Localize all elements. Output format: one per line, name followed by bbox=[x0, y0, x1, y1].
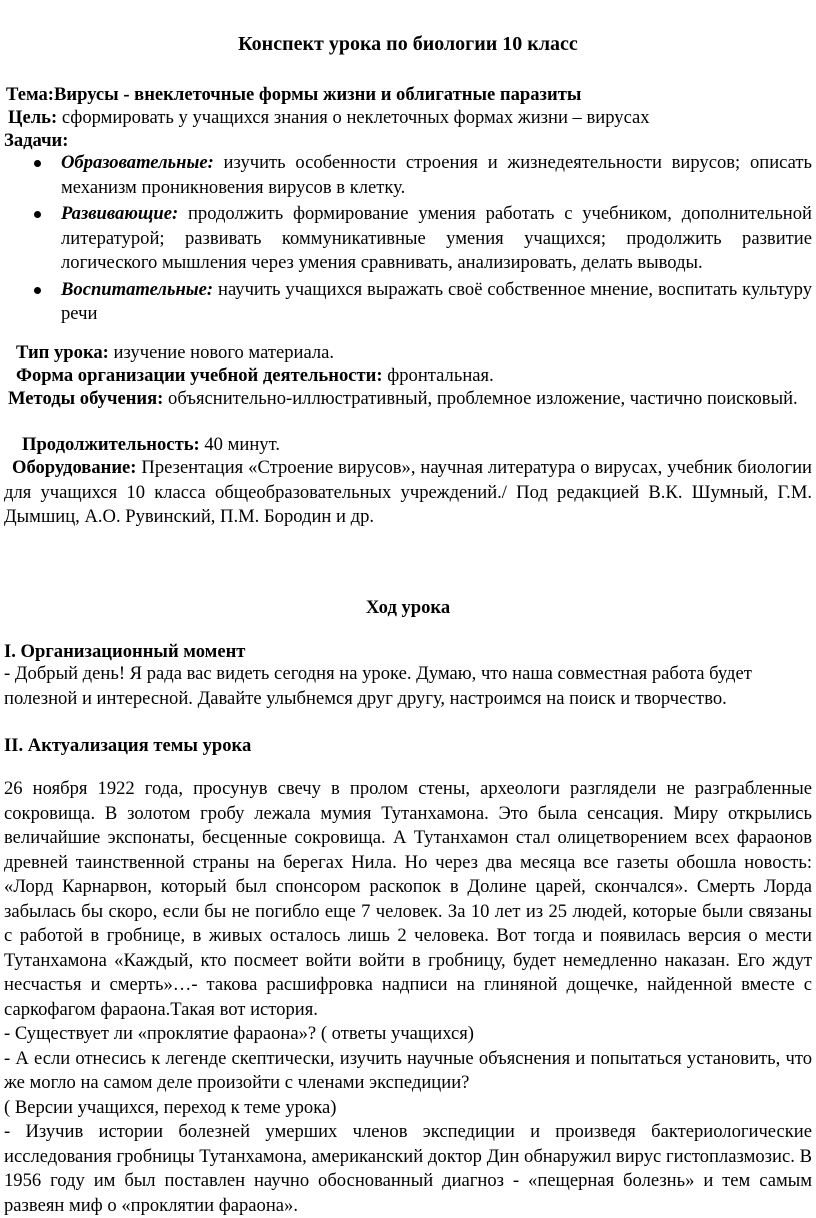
question-paragraph: - Существует ли «проклятие фараона»? ( ответы учащихся) bbox=[4, 1023, 474, 1044]
topic-text: Вирусы - внеклеточные формы жизни и облигатные паразиты bbox=[53, 84, 582, 105]
form-label: Форма организации учебной деятельности: bbox=[16, 365, 383, 386]
duration-line bbox=[4, 433, 812, 458]
task-item-educational bbox=[4, 151, 812, 200]
task-item-developing bbox=[4, 202, 812, 276]
task-text: изучить особенности строения и жизнедеятельности вирусов; описать механизм проникновения вирусов в клетку. bbox=[61, 152, 812, 198]
form-text: фронтальная. bbox=[382, 365, 494, 386]
section1-text: - Добрый день! Я рада вас видеть сегодня на уроке. Думаю, что наша совместная работа будет полезной и интересной. Давайте улыбнемся друг другу, настроимся на поиск и творчество. bbox=[4, 663, 752, 709]
topic-line bbox=[6, 83, 814, 108]
duration-text: 40 минут. bbox=[199, 434, 280, 455]
bullet-icon bbox=[34, 211, 41, 218]
task-label: Образовательные: bbox=[61, 152, 214, 173]
equipment-label: Оборудование: bbox=[12, 457, 137, 478]
equipment-line bbox=[4, 456, 812, 530]
goal-text: сформировать у учащихся знания о неклеточных формах жизни – вирусах bbox=[57, 107, 650, 128]
section2-heading: II. Актуализация темы урока bbox=[4, 735, 252, 756]
bullet-icon bbox=[34, 287, 41, 294]
section1-heading: I. Организационный момент bbox=[4, 641, 246, 662]
form-line bbox=[16, 364, 816, 389]
topic-label: Тема: bbox=[6, 84, 54, 105]
duration-label: Продолжительность: bbox=[22, 434, 200, 455]
tasks-label: Задачи: bbox=[4, 130, 69, 151]
equipment-text: Презентация «Строение вирусов», научная литература о вирусах, учебник биологии для учащихся 10 класса общеобразовательных учреждений./ Под редакцией В.К. Шумный, Г.М. Дымшиц, А.О. Рувинский, П.М. Бородин и др. bbox=[4, 457, 812, 527]
goal-line bbox=[8, 106, 816, 131]
bullet-icon bbox=[34, 160, 41, 167]
lesson-type-line bbox=[16, 341, 816, 366]
methods-line bbox=[4, 387, 812, 412]
versions-paragraph: ( Версии учащихся, переход к теме урока) bbox=[4, 1096, 337, 1118]
story-paragraph: 26 ноября 1922 года, просунув свечу в пролом стены, археологи разглядели не разграбленные сокровища. В золотом гробу лежала мумия Тутанхамона. Это была сенсация. Миру открылись величайшие экспонаты, бесценные сокровища. А Тутанхамон стал олицетворением всех фараонов древней таинственной страны на берегах Нила. Но через два месяца все газеты обошла новость: «Лорд Карнарвон, который был спонсором раскопок в Долине царей, скончался». Смерть Лорда забылась бы скоро, если бы не погибло еще 7 человек. За 10 лет из 25 людей, которые были связаны с работой в гробнице, в живых осталось лишь 2 человека. Вот тогда и появилась версия о мести Тутанхамона «Каждый, кто посмеет войти войти в гробницу, будет немедленно наказан. Его ждут несчастья и смерть»…- такова расшифровка надписи на глиняной дощечке, найденной вместе с саркофагом фараона.Такая вот история. bbox=[4, 778, 812, 1020]
conclusion-paragraph: - Изучив истории болезней умерших членов экспедиции и произведя бактериологические исследования гробницы Тутанхамона, американский доктор Дин обнаружил вирус гистоплазмозис. В 1956 году им был поставлен научно обоснованный диагноз - «пещерная болезнь» и тем самым развеян миф о «проклятии фараона». bbox=[4, 1121, 812, 1216]
methods-label: Методы обучения: bbox=[8, 388, 164, 409]
document-title: Конспект урока по биологии 10 класс bbox=[238, 33, 578, 55]
task-text: продолжить формирование умения работать с учебником, дополнительной литературой; развивать коммуникативные умения учащихся; продолжить развитие логического мышления через умения сравнивать, анализировать, делать выводы. bbox=[61, 203, 812, 273]
task-item-upbringing bbox=[4, 278, 812, 327]
task-label: Воспитательные: bbox=[61, 278, 214, 300]
section2-body bbox=[4, 777, 812, 1218]
lesson-type-label: Тип урока: bbox=[16, 342, 109, 363]
tasks-list bbox=[4, 151, 812, 329]
methods-text: объяснительно-иллюстративный, проблемное изложение, частично поисковый. bbox=[163, 388, 798, 409]
task-text: научить учащихся выражать своё собственное мнение, воспитать культуру речи bbox=[61, 278, 812, 324]
course-title: Ход урока bbox=[365, 597, 451, 618]
task-label: Развивающие: bbox=[61, 203, 179, 224]
lesson-type-text: изучение нового материала. bbox=[108, 342, 335, 363]
skeptic-paragraph: - А если отнесись к легенде скептически, изучить научные объяснения и попытаться установить, что же могло на самом деле произойти с членами экспедиции? bbox=[4, 1047, 812, 1093]
goal-label: Цель: bbox=[8, 107, 58, 128]
